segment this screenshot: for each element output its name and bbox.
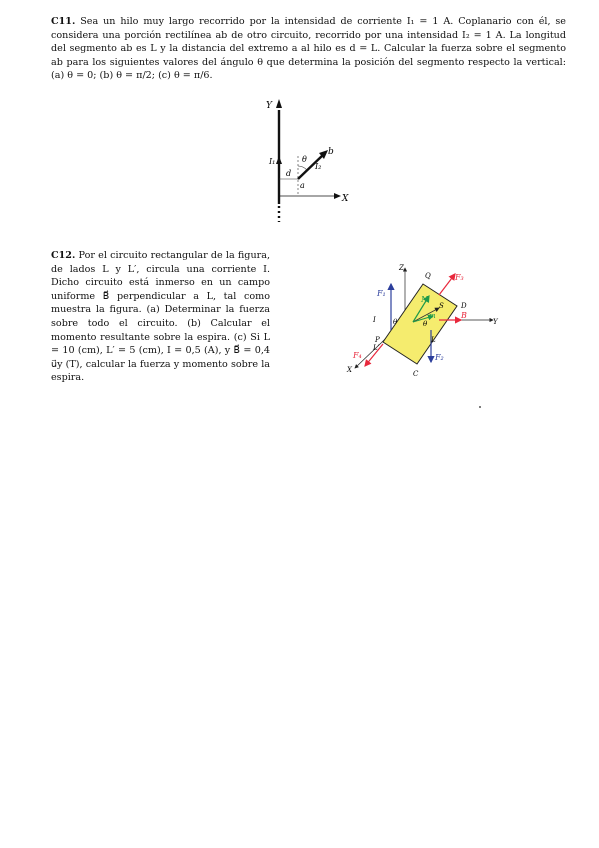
s-label: S <box>439 302 444 310</box>
problem-c12-text: Por el circuito rectangular de la figura, de lados L y L′, circula una corriente I. Dicho circuito está inmerso en un campo uniforme B⃗ perpendicular a L, tal como muestra la figura. (a) Determinar la fuerza sobre todo el circuito. (b) Calcular el momento resultante sobre la espira. (c) Si L = 10 (cm), L′ = 5 (cm), I = 0,5 (A), y B⃗ = 0,4 u⃗y (T), calcular la fuerza y momento sobre la espira. <box>51 250 270 384</box>
theta-arc <box>298 166 307 170</box>
f3-label: F₃ <box>455 273 464 282</box>
theta-label: θ <box>302 155 307 164</box>
theta-label-2: θ <box>423 320 428 328</box>
problem-c12 <box>51 249 270 385</box>
problem-c11-id: C11. <box>51 16 76 27</box>
problem-c11 <box>51 15 566 83</box>
y-axis-label: Y <box>266 101 272 111</box>
theta-label: θ <box>393 318 398 326</box>
f4-label: F₄ <box>353 351 362 360</box>
d-label: d <box>286 169 292 178</box>
force-f3-arrow <box>439 274 455 295</box>
stray-mark <box>479 406 481 408</box>
figure-c12 <box>343 260 503 385</box>
y-axis-label: Y <box>493 318 498 326</box>
z-axis-label: Z <box>399 264 404 272</box>
i1-arrow-icon <box>276 156 282 164</box>
c-label: C <box>413 370 419 378</box>
b-label: B <box>461 311 467 320</box>
x-axis-label: X <box>342 194 349 204</box>
y-axis-arrow-icon <box>276 99 282 108</box>
problem-c12-id: C12. <box>51 250 76 261</box>
figure-c11 <box>258 96 353 226</box>
p-label: P <box>375 336 380 344</box>
x-axis-label: X <box>347 366 352 374</box>
i-label: I <box>373 316 376 324</box>
f1-label: F₁ <box>377 289 386 298</box>
i2-label: I₂ <box>315 162 322 171</box>
l-label: L <box>431 336 436 344</box>
q-label: Q <box>425 272 431 280</box>
b-label: b <box>328 147 334 157</box>
problem-c11-text: Sea un hilo muy largo recorrido por la intensidad de corriente I₁ = 1 A. Coplanario con él, se considera una porción rectilínea ab de otro circuito, recorrido por una intensidad I₂ = 1 A. La longitud del segmento ab es L y la distancia del extremo a al hilo es d = L. Calcular la fuerza sobre el segmento ab para los siguientes valores del ángulo θ que determina la posición del segmento respecto la vertical: (a) θ = 0; (b) θ = π/2; (c) θ = π/6. <box>51 16 566 82</box>
lprime-label: L′ <box>373 344 380 352</box>
i1-label: I₁ <box>269 157 276 166</box>
f2-label: F₂ <box>435 353 444 362</box>
n-label: N <box>421 295 428 304</box>
a-label: a <box>300 181 305 190</box>
x-axis-arrow-icon <box>334 193 341 199</box>
m-label: m <box>429 312 436 320</box>
d-label: D <box>461 302 467 310</box>
